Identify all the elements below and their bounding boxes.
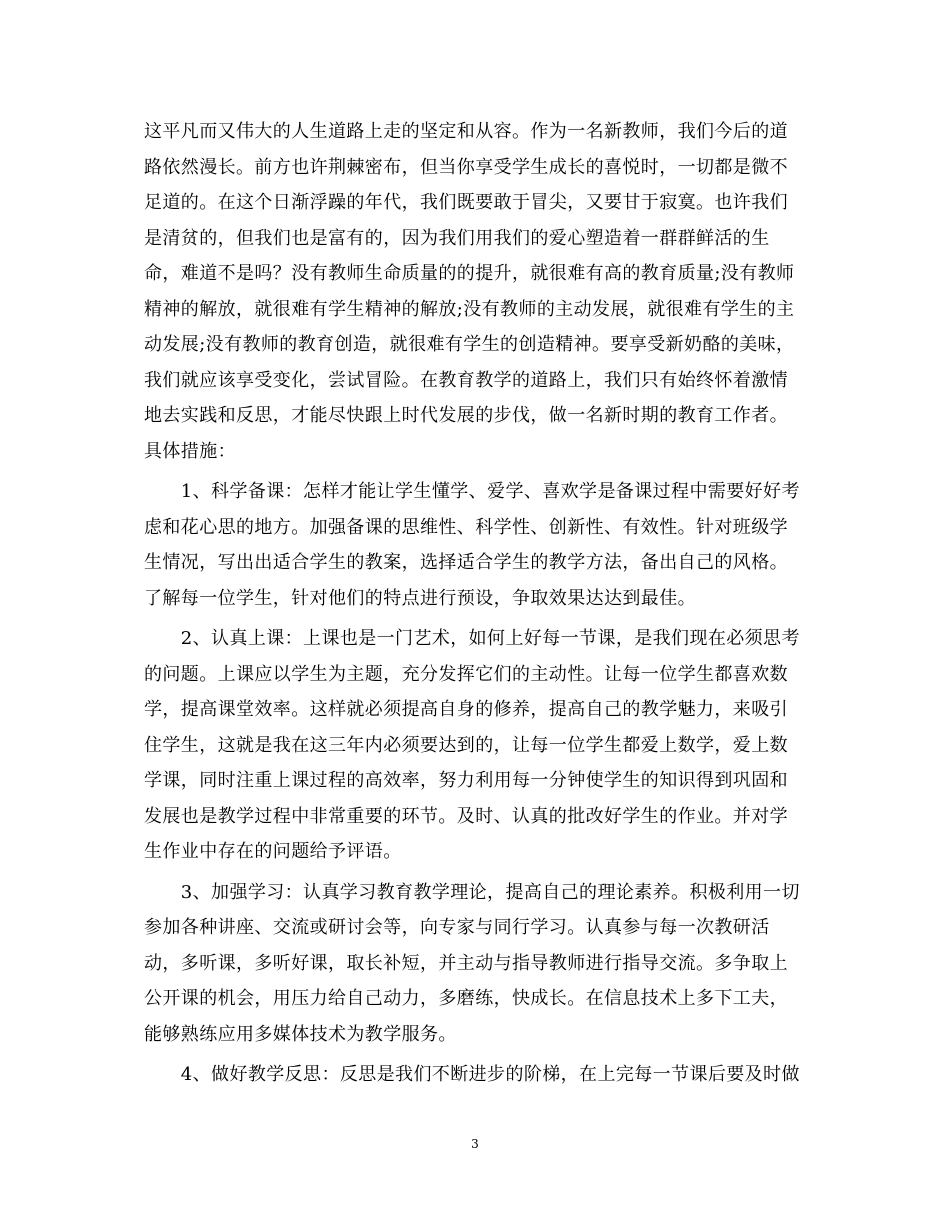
text-line: 具体措施： <box>144 440 236 462</box>
text-line: 参加各种讲座、交流或研讨会等，向专家与同行学习。认真参与每一次教研活 <box>144 917 770 938</box>
text-line: 动，多听课，多听好课，取长补短，并主动与指导教师进行指导交流。多争取上 <box>144 952 788 974</box>
page-number: 3 <box>471 1137 479 1151</box>
text-line: 地去实践和反思，才能尽快跟上时代发展的步伐，做一名新时期的教育工作者。 <box>144 405 788 426</box>
text-line: 学课，同时注重上课过程的高效率，努力利用每一分钟使学生的知识得到巩固和 <box>144 770 788 791</box>
text-line: 生情况，写出出适合学生的教案，选择适合学生的教学方法，备出自己的风格。 <box>144 552 788 573</box>
text-line: 学，提高课堂效率。这样就必须提高自身的修养，提高自己的教学魅力，来吸引 <box>144 699 788 720</box>
text-line: 足道的。在这个日渐浮躁的年代，我们既要敢于冒尖，又要甘于寂寞。也许我们 <box>144 192 788 213</box>
text-line: 精神的解放，就很难有学生精神的解放;没有教师的主动发展，就很难有学生的主 <box>144 298 795 320</box>
text-line: 我们就应该享受变化，尝试冒险。在教育教学的道路上，我们只有始终怀着激情 <box>144 369 788 391</box>
text-line: 生作业中存在的问题给予评语。 <box>144 841 402 862</box>
text-line: 3、加强学习：认真学习教育教学理论，提高自己的理论素养。积极利用一切 <box>144 881 800 903</box>
text-line: 发展也是教学过程中非常重要的环节。及时、认真的批改好学生的作业。并对学 <box>144 805 788 827</box>
text-line: 4、做好教学反思：反思是我们不断进步的阶梯，在上完每一节课后要及时做 <box>144 1064 800 1085</box>
text-line: 路依然漫长。前方也许荆棘密布，但当你享受学生成长的喜悦时，一切都是微不 <box>144 156 788 178</box>
paragraph <box>144 1057 806 1093</box>
text-line: 是清贫的，但我们也是富有的，因为我们用我们的爱心塑造着一群群鲜活的生 <box>144 227 770 249</box>
paragraph <box>144 434 806 470</box>
paragraph <box>144 474 806 616</box>
paragraph <box>144 621 806 870</box>
text-line: 2、认真上课：上课也是一门艺术，如何上好每一节课，是我们现在必须思考 <box>144 628 800 649</box>
text-line: 的问题。上课应以学生为主题，充分发挥它们的主动性。让每一位学生都喜欢数 <box>144 663 788 685</box>
paragraph <box>144 114 806 434</box>
text-line: 这平凡而又伟大的人生道路上走的坚定和从容。作为一名新教师，我们今后的道 <box>144 121 788 142</box>
text-line: 1、科学备课：怎样才能让学生懂学、爱学、喜欢学是备课过程中需要好好考 <box>144 481 800 502</box>
text-line: 公开课的机会，用压力给自己动力，多磨练，快成长。在信息技术上多下工夫， <box>144 988 788 1009</box>
text-line: 虑和花心思的地方。加强备课的思维性、科学性、创新性、有效性。针对班级学 <box>144 516 788 538</box>
text-line: 了解每一位学生，针对他们的特点进行预设，争取效果达达到最佳。 <box>144 587 696 609</box>
text-line: 能够熟练应用多媒体技术为教学服务。 <box>144 1023 457 1045</box>
text-line: 动发展;没有教师的教育创造，就很难有学生的创造精神。要享受新奶酪的美味， <box>144 334 795 355</box>
text-line: 命，难道不是吗？没有教师生命质量的的提升，就很难有高的教育质量;没有教师 <box>144 263 795 284</box>
body-text <box>144 114 806 1093</box>
paragraph <box>144 875 806 1053</box>
text-line: 住学生，这就是我在这三年内必须要达到的，让每一位学生都爱上数学，爱上数 <box>144 734 788 756</box>
